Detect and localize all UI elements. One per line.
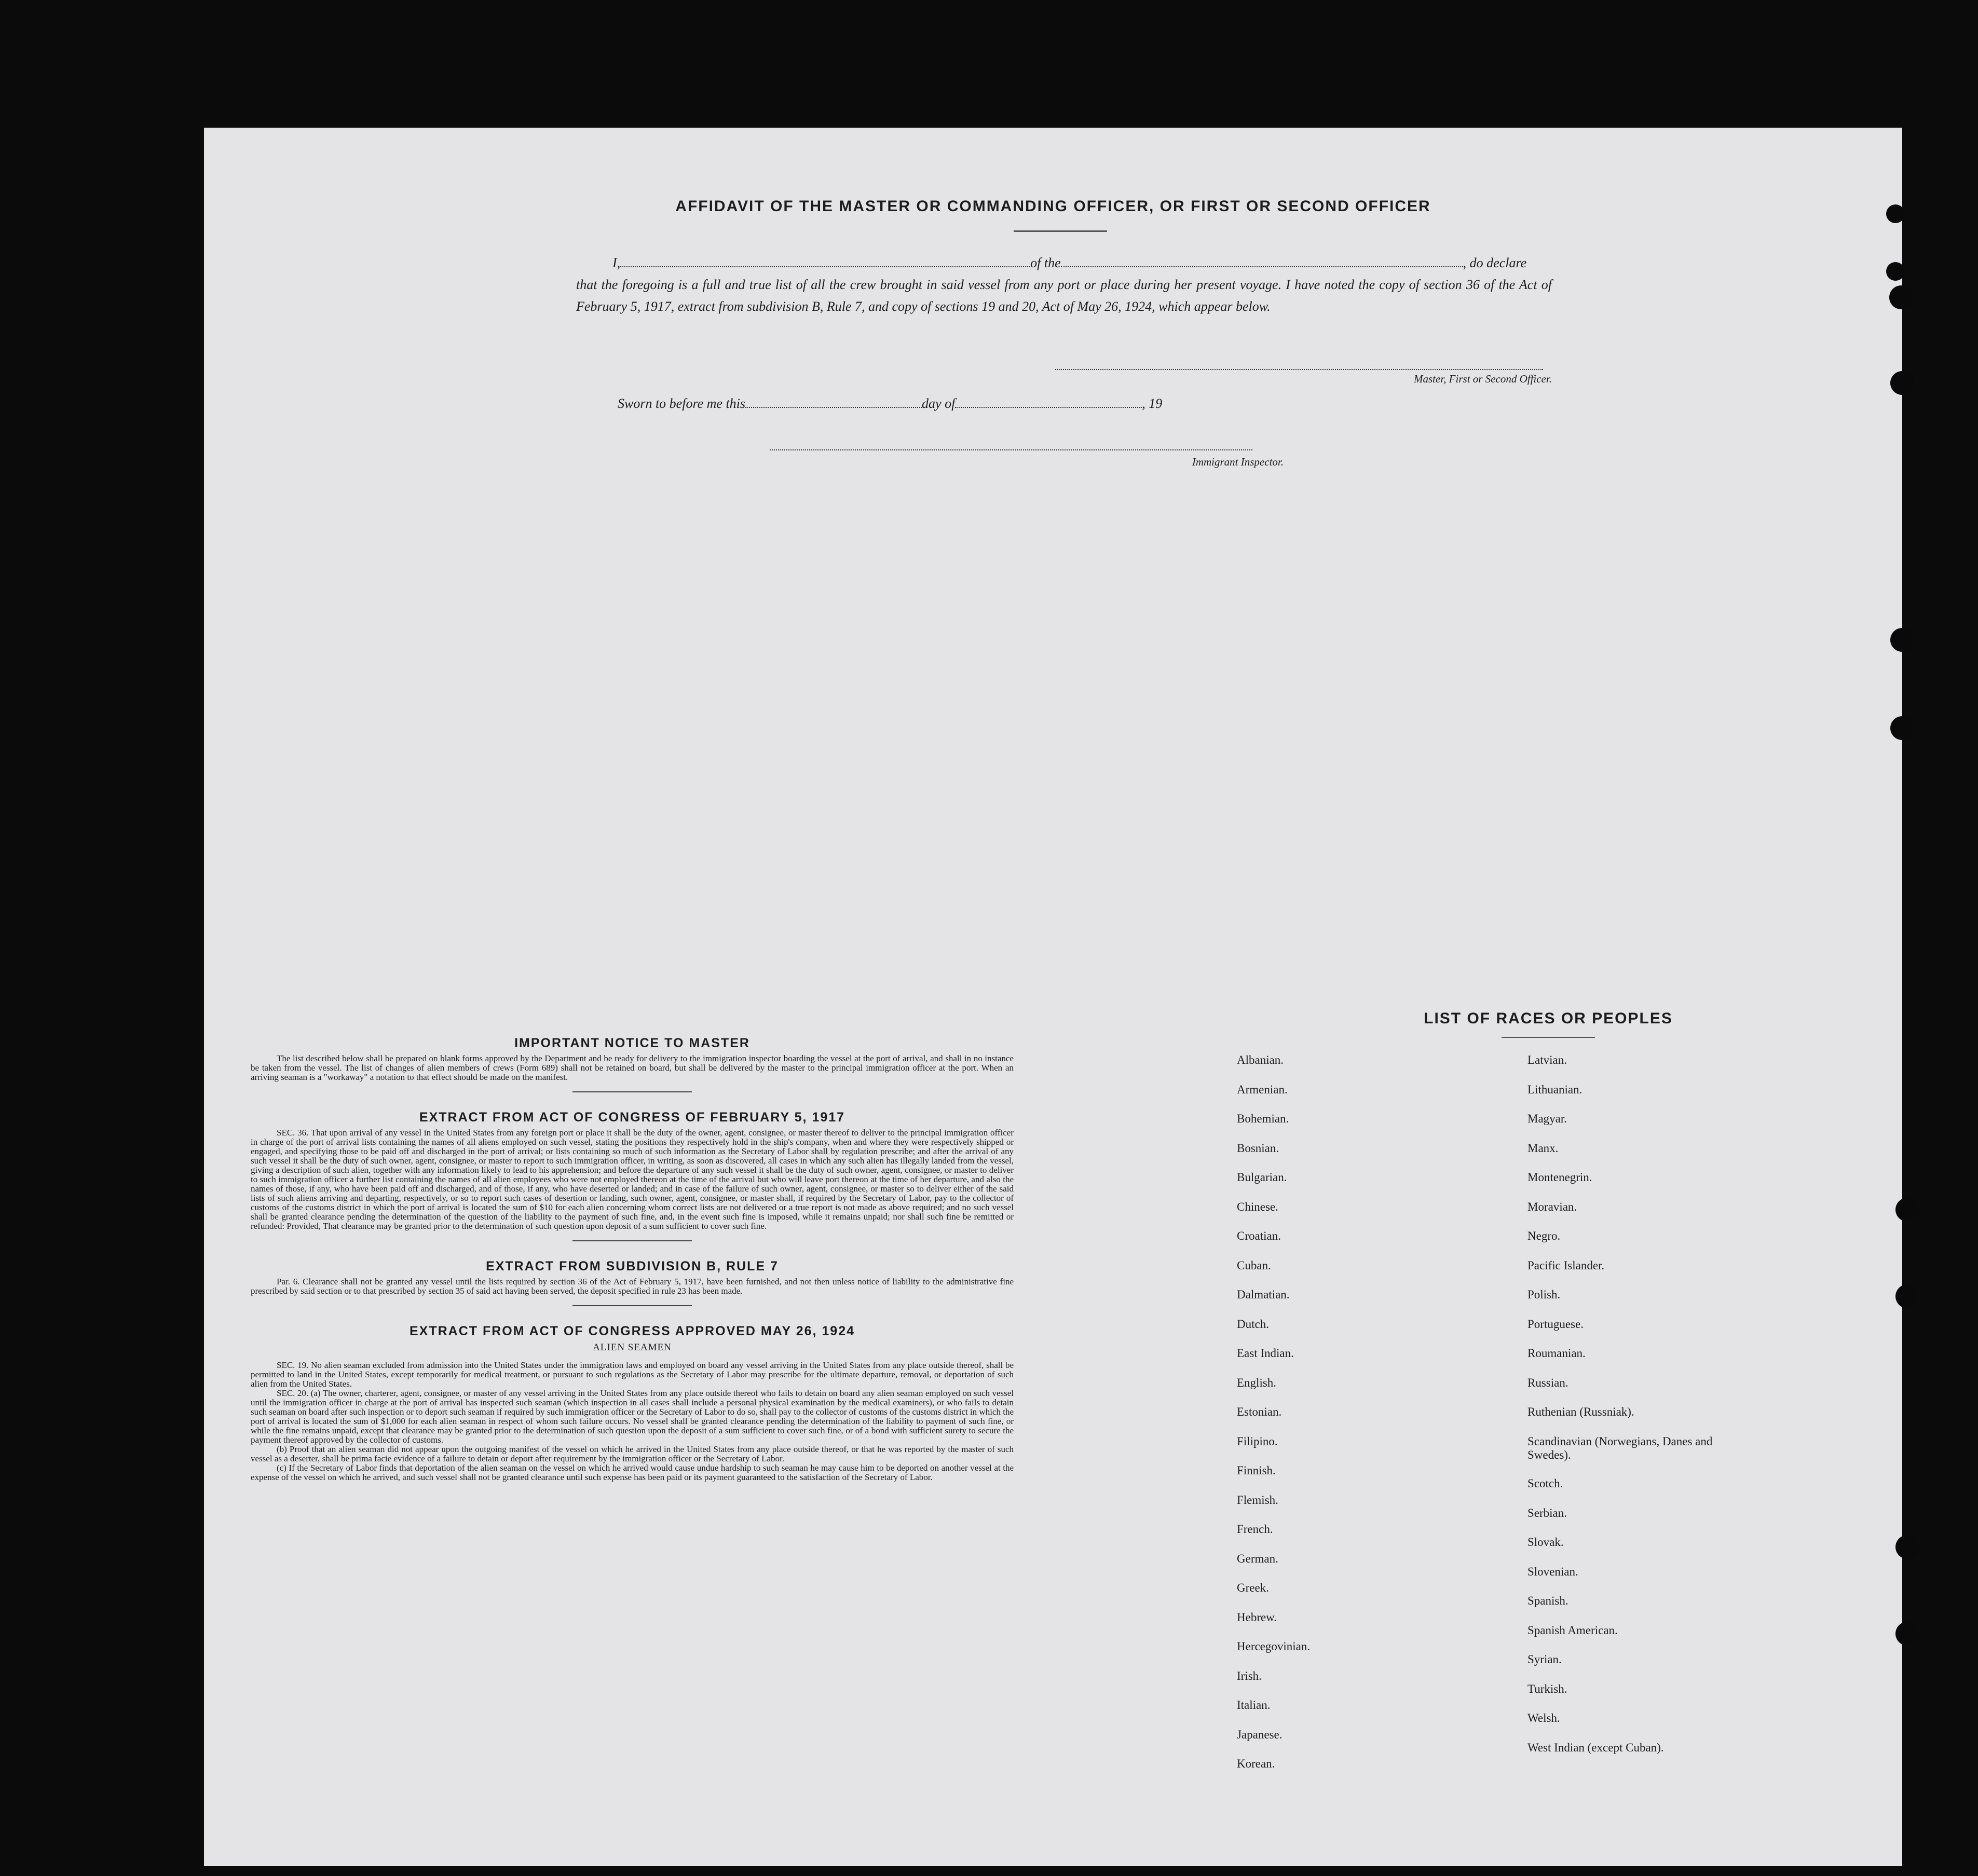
race-item: Ruthenian (Russniak). xyxy=(1527,1405,1634,1418)
title-rule xyxy=(1502,1037,1595,1038)
act-1917-text: SEC. 36. That upon arrival of any vessel in the United States from any foreign port or place it shall be the duty of the owner, agent, consignee, or master thereof to deliver to the principal immigration officer in charge of the port of arrival lists containing the names of all aliens employed on such vessel, stating the positions they respectively hold in the ship's company, when and where they were respectively shipped or engaged, and specifying those to be paid off and discharged in the port of arrival; or lists containing so much of such information as the Secretary of Labor shall by regulation prescribe; and after the arrival of any such vessel it shall be the duty of such owner, agent, consignee, or master to report to such immigration officer, in writing, as soon as discovered, all cases in which any such alien has illegally landed from the vessel, giving a description of such alien, together with any information likely to lead to his apprehension; and before the departure of any such vessel it shall be the duty of such owner, agent, consignee, or master to deliver to such immigration officer a further list containing the names of all alien employees who were not employed thereon at the time of the arrival but who will leave port thereon at the time of her departure, and also the names of those, if any, who have been paid off and discharged, and of those, if any, who have deserted or landed; and in case of the failure of such owner, agent, consignee, or master so to deliver either of the said lists of such aliens arriving and departing, respectively, or so to report such cases of desertion or landing, such owner, agent, consignee, or master shall, if required by the Secretary of Labor, pay to the collector of customs of the customs district in which the port of arrival is located the sum of $10 for each alien concerning whom correct lists are not delivered or a true report is not made as above required; and no such vessel shall be granted clearance pending the determination of the question of the liability to the payment of such fine, and, in the event such fine is imposed, while it remains unpaid; nor shall such fine be remitted or refunded: Provided, That clearance may be granted prior to the determination of such question upon deposit of a sum sufficient to cover such fine. xyxy=(251,1128,1014,1231)
race-item: Negro. xyxy=(1527,1229,1561,1242)
binder-hole xyxy=(1890,371,1914,395)
race-item: Turkish. xyxy=(1527,1682,1567,1695)
binder-hole xyxy=(1895,1535,1919,1559)
race-item: Serbian. xyxy=(1527,1506,1567,1519)
race-item: Japanese. xyxy=(1237,1728,1283,1741)
race-item: West Indian (except Cuban). xyxy=(1527,1741,1664,1754)
binder-hole xyxy=(1886,262,1905,281)
rule-7-title: EXTRACT FROM SUBDIVISION B, RULE 7 xyxy=(486,1259,779,1274)
act-1924-subtitle: ALIEN SEAMEN xyxy=(593,1342,672,1353)
race-item: Bosnian. xyxy=(1237,1141,1279,1155)
race-item: Croatian. xyxy=(1237,1229,1281,1242)
title-rule xyxy=(1014,230,1107,232)
race-item: Manx. xyxy=(1527,1141,1559,1155)
race-item: Korean. xyxy=(1237,1757,1275,1770)
i-label: I, xyxy=(612,255,621,270)
race-item: Flemish. xyxy=(1237,1493,1278,1507)
sworn-line xyxy=(618,393,1162,412)
master-signature-label: Master, First or Second Officer. xyxy=(1414,373,1552,385)
binder-hole xyxy=(1890,716,1914,740)
day-of-label: day of xyxy=(922,396,956,411)
races-list-section xyxy=(1237,1010,1860,1780)
sec-20b-text: (b) Proof that an alien seaman did not appear upon the outgoing manifest of the vessel on which he arrived in the United States from any place outside thereof, or that he was reported by the master of such vessel as a deserter, shall be prima facie evidence of a failure to detain or deport after requirement by the immigration officer or the Secretary of Labor. xyxy=(251,1444,1014,1463)
binder-hole xyxy=(1890,628,1914,652)
race-item: Spanish. xyxy=(1527,1594,1568,1608)
race-item: Portuguese. xyxy=(1527,1317,1584,1331)
binder-hole xyxy=(1886,204,1905,223)
act-1924-title: EXTRACT FROM ACT OF CONGRESS APPROVED MAY 26, 1924 xyxy=(409,1324,855,1338)
notice-title: IMPORTANT NOTICE TO MASTER xyxy=(514,1036,750,1050)
binder-hole xyxy=(1889,285,1913,309)
race-item: Latvian. xyxy=(1527,1053,1567,1066)
race-item: Finnish. xyxy=(1237,1464,1276,1477)
binder-hole xyxy=(1895,1622,1919,1646)
legal-notices xyxy=(251,1036,1014,1482)
race-item: Montenegrin. xyxy=(1527,1171,1592,1184)
race-item: Cuban. xyxy=(1237,1258,1271,1272)
inspector-signature-line[interactable] xyxy=(770,449,1252,450)
divider xyxy=(572,1240,692,1241)
race-item: Hebrew. xyxy=(1237,1610,1277,1624)
rule-7-text: Par. 6. Clearance shall not be granted any vessel until the lists required by section 36 of the Act of February 5, 1917, have been furnished, and not then unless notice of liability to the administrative fine prescribed by said section or to that prescribed by section 35 of said act having been served, the deposit specified in rule 23 has been made. xyxy=(251,1277,1014,1296)
race-item: Hercegovinian. xyxy=(1237,1640,1311,1653)
race-item: Italian. xyxy=(1237,1699,1271,1711)
divider xyxy=(572,1091,692,1092)
race-item: Magyar. xyxy=(1527,1112,1567,1125)
race-item: Dutch. xyxy=(1237,1317,1269,1331)
binder-hole xyxy=(1895,1284,1919,1308)
race-item: Dalmatian. xyxy=(1237,1288,1290,1301)
binder-hole xyxy=(1895,1198,1919,1222)
race-item: Scandinavian (Norwegians, Danes and Swedes). xyxy=(1527,1434,1713,1461)
vessel-blank[interactable] xyxy=(1061,253,1463,267)
race-item: Bulgarian. xyxy=(1237,1171,1287,1184)
form-sheet xyxy=(204,128,1902,1866)
affidavit-title: AFFIDAVIT OF THE MASTER OR COMMANDING OFFICER, OR FIRST OR SECOND OFFICER xyxy=(675,198,1431,215)
sworn-label: Sworn to before me this xyxy=(618,396,746,411)
races-list xyxy=(1237,1053,1860,1780)
race-item: Armenian. xyxy=(1237,1083,1288,1096)
race-item: English. xyxy=(1237,1376,1277,1389)
day-blank[interactable] xyxy=(745,393,922,408)
master-signature-line[interactable] xyxy=(1055,369,1543,370)
race-item: Lithuanian. xyxy=(1527,1083,1583,1096)
declaration-text: that the foregoing is a full and true list of all the crew brought in said vessel from any port or place during her present voyage. I have noted the copy of section 36 of the Act of February 5, 1917, extract from subdivision B, Rule 7, and copy of sections 19 and 20, Act of May 26, 1924, which appear below. xyxy=(576,277,1552,314)
race-item: Spanish American. xyxy=(1527,1623,1618,1637)
act-1917-title: EXTRACT FROM ACT OF CONGRESS OF FEBRUARY 5, 1917 xyxy=(419,1110,845,1125)
do-declare-label: , do declare xyxy=(1463,255,1527,270)
race-item: East Indian. xyxy=(1237,1347,1294,1360)
race-item: Welsh. xyxy=(1527,1711,1560,1725)
race-item: Pacific Islander. xyxy=(1527,1258,1605,1272)
race-item: French. xyxy=(1237,1523,1273,1536)
race-item: Scotch. xyxy=(1527,1477,1563,1490)
race-item: Filipino. xyxy=(1237,1434,1278,1448)
race-item: Roumanian. xyxy=(1527,1347,1586,1360)
race-item: Syrian. xyxy=(1527,1653,1562,1666)
affidavit-body xyxy=(576,252,1552,318)
month-blank[interactable] xyxy=(955,393,1142,408)
sec-20c-text: (c) If the Secretary of Labor finds that deportation of the alien seaman on the vessel on which he arrived would cause undue hardship to such seaman he may cause him to be deported on another vessel at the expense of the vessel on which he arrived, and such vessel shall not be granted clearance until such expense has been paid or its payment guaranteed to the satisfaction of the Secretary of Labor. xyxy=(251,1463,1014,1482)
race-item: Slovenian. xyxy=(1527,1565,1578,1578)
race-item: Moravian. xyxy=(1527,1200,1577,1213)
race-item: Russian. xyxy=(1527,1376,1568,1389)
race-item: Estonian. xyxy=(1237,1405,1282,1418)
race-item: Albanian. xyxy=(1237,1053,1284,1066)
of-the-label: of the xyxy=(1030,255,1061,270)
race-item: Irish. xyxy=(1237,1669,1262,1682)
race-item: Greek. xyxy=(1237,1581,1269,1594)
name-blank[interactable] xyxy=(620,253,1030,267)
race-item: Polish. xyxy=(1527,1288,1561,1301)
year-prefix: , 19 xyxy=(1142,396,1163,411)
sec-19-text: SEC. 19. No alien seaman excluded from admission into the United States under the immigration laws and employed on board any vessel arriving in the United States from any place outside thereof, shall be permitted to land in the United States, except temporarily for medical treatment, or pursuant to such regulations as the Secretary of Labor may prescribe for the ultimate departure, removal, or deportation of such alien from the United States. xyxy=(251,1360,1014,1389)
divider xyxy=(572,1305,692,1306)
notice-text: The list described below shall be prepared on blank forms approved by the Department and be ready for delivery to the immigration inspector boarding the vessel at the port of arrival, and shall in no instance be taken from the vessel. The list of changes of alien members of crews (Form 689) shall not be retained on board, but shall be delivered by the master to the principal immigration officer at the port. When an arriving seaman is a "workaway" a notation to that effect should be made on the manifest. xyxy=(251,1053,1014,1082)
race-item: German. xyxy=(1237,1552,1278,1565)
inspector-signature-label: Immigrant Inspector. xyxy=(1192,456,1284,468)
race-item: Chinese. xyxy=(1237,1200,1278,1213)
race-item: Slovak. xyxy=(1527,1536,1564,1549)
declaration-line xyxy=(576,252,1552,274)
races-title: LIST OF RACES OR PEOPLES xyxy=(1424,1010,1673,1027)
sec-20a-text: SEC. 20. (a) The owner, charterer, agent, consignee, or master of any vessel arriving in the United States from any place outside thereof who fails to detain on board any alien seaman employed on such vessel until the immigration officer in charge at the port of arrival has inspected such seaman (which inspection in all cases shall include a personal physical examination by the medical examiners), or who fails to detain such seaman on board after such inspection or to deport such seaman if required by such immigration officer or the Secretary of Labor to do so, shall pay to the collector of customs of the customs district in which the port of arrival is located the sum of $1,000 for each alien seaman in respect of whom such failure occurs. No vessel shall be granted clearance pending the determination of the liability to payment of such fine, or while the fine remains unpaid, except that clearance may be granted prior to the determination of such question upon the deposit of a sum sufficient to cover such fine, or of a bond with sufficient surety to secure the payment thereof approved by the collector of customs. xyxy=(251,1388,1014,1445)
race-item: Bohemian. xyxy=(1237,1112,1289,1125)
